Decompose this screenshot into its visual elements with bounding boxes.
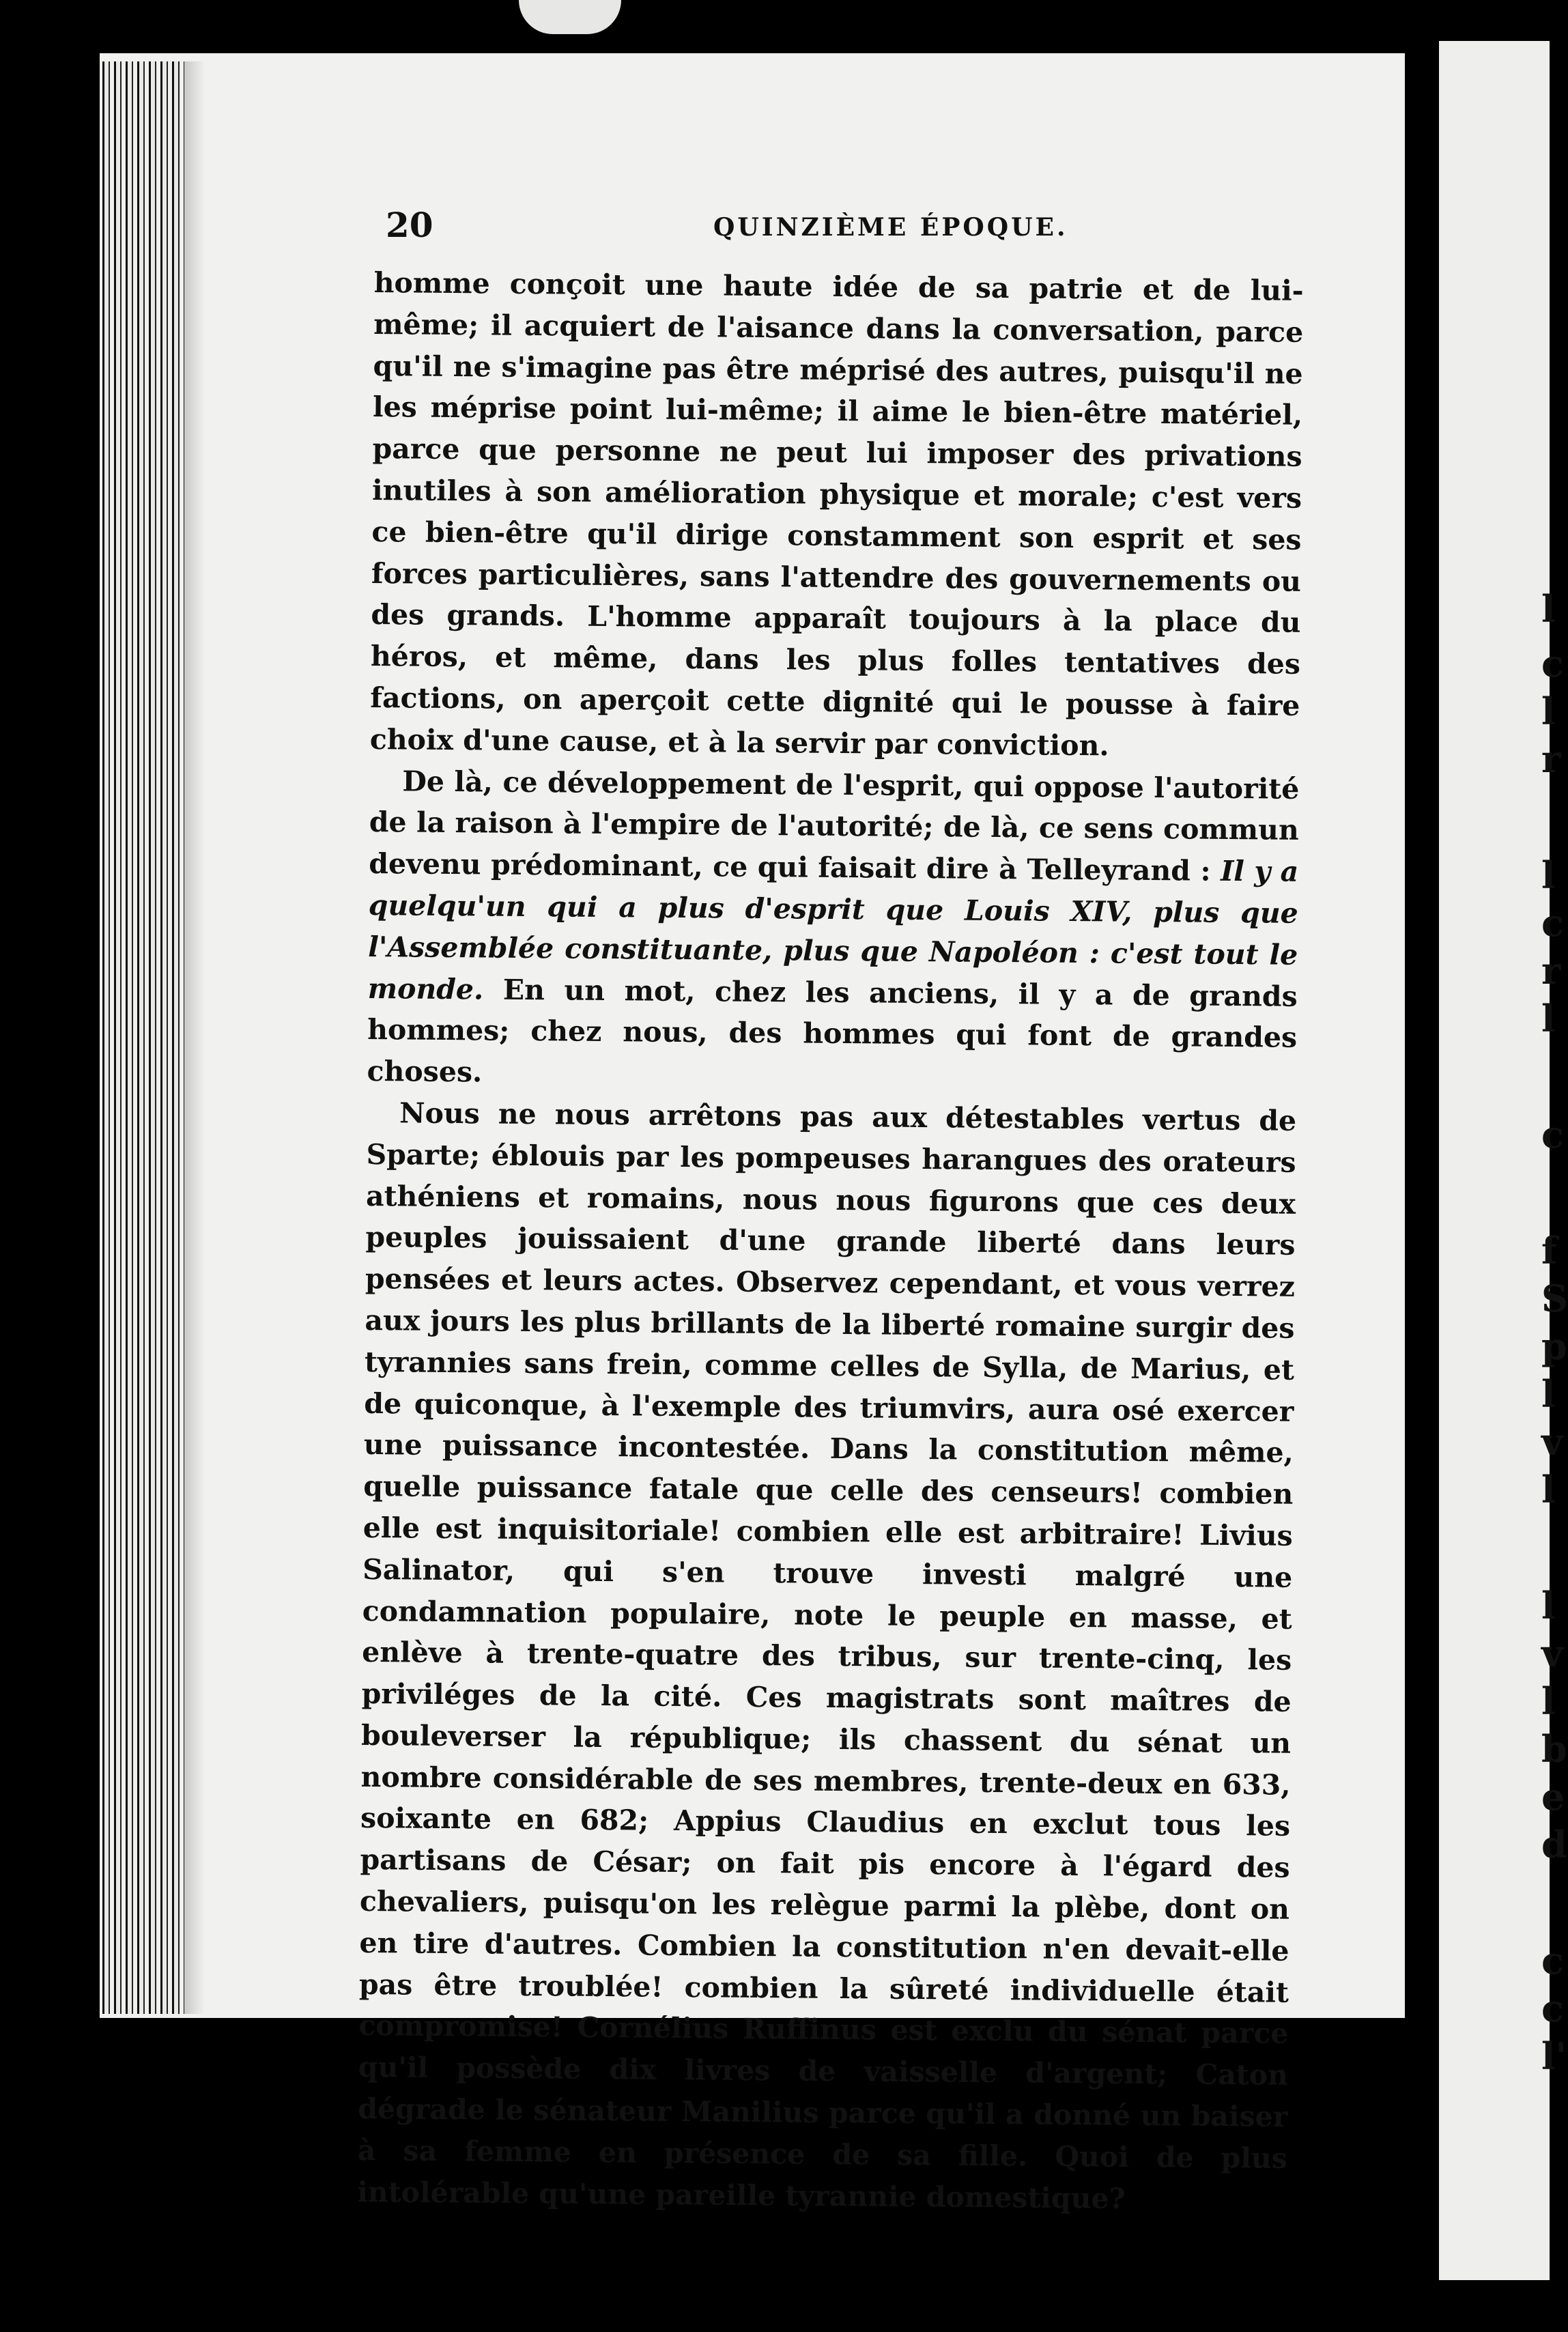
- facing-page-letter: c: [1541, 1939, 1564, 1982]
- italic-quote: Il y a quelqu'un qui a plus d'esprit que Louis XIV, plus que l'Assemblée constituante, plus que Napoléon : c'est tout le monde.: [367, 855, 1299, 1006]
- gutter-shadow: [184, 61, 205, 2014]
- scan-border: [1405, 0, 1439, 2332]
- facing-page-letter: S: [1541, 1277, 1568, 1320]
- page-number: 20: [386, 205, 433, 245]
- facing-page-letter: c: [1541, 1987, 1564, 2030]
- facing-page-fragment: [1439, 41, 1568, 2280]
- page-edges: [102, 61, 184, 2014]
- scan-blot: [519, 0, 621, 34]
- running-title: QUINZIÈME ÉPOQUE.: [713, 213, 1068, 242]
- facing-page-letter: c: [1541, 1113, 1564, 1156]
- running-header: [386, 205, 1307, 246]
- paragraph: [370, 262, 1304, 768]
- facing-page-letter: c: [1541, 642, 1564, 685]
- facing-page-letter: r: [1541, 949, 1561, 993]
- facing-page-letter: r: [1541, 737, 1561, 781]
- facing-page-letter: l: [1541, 1372, 1556, 1416]
- facing-page-letter: l: [1541, 997, 1556, 1040]
- paragraph: [367, 760, 1299, 1100]
- paragraph: [357, 1092, 1296, 2221]
- text-segment: De là, ce développement de l'esprit, qui oppose l'autorité de la raison à l'empire de l'autorité; de là, ce sens commun devenu prédominant, ce qui faisait dire à Telleyrand :: [369, 764, 1300, 888]
- facing-page-letter: f: [1541, 1229, 1558, 1272]
- facing-page-letter: l: [1541, 1584, 1556, 1627]
- facing-page-letter: v: [1541, 1420, 1563, 1464]
- facing-page-letter: l: [1541, 587, 1556, 631]
- facing-page-letter: d: [1541, 1823, 1567, 1866]
- facing-page-letter: l: [1541, 689, 1556, 733]
- text-segment: Nous ne nous arrêtons pas aux détestables vertus de Sparte; éblouis par les pompeuses harangues des orateurs athéniens et romains, nous nous figurons que ces deux peuples jouissaient d'une grande liberté dans leurs pensées et leurs actes. Observez cependant, et vous verrez aux jours les plus brillants de la liberté romaine surgir des tyrannies sans frein, comme celles de Sylla, de Marius, et de quiconque, à l'exemple des triumvirs, aura osé exercer une puissance incontestée. Dans la constitution même, quelle puissance fatale que celle des censeurs! combien elle est inquisitoriale! combien elle est arbitraire! Livius Salinator, qui s'en trouve investi malgré une condamnation populaire, note le peuple en masse, et enlève à trente-quatre des tribus, sur trente-cinq, les priviléges de la cité. Ces magistrats sont maîtres de bouleverser la république; ils chassent du sénat un nombre considérable de ses membres, trente-deux en 633, soixante en 682; Appius Claudius en exclut tous les partisans de César; on fait pis encore à l'égard des chevaliers, puisqu'on les relègue parmi la plèbe, dont on en tire d'autres. Combien la constitution n'en devait-elle pas être troublée! combien la sûreté individuelle était compromise! Cornélius Ruffinus est exclu du sénat parce qu'il possède dix livres de vaisselle d'argent; Caton dégrade le sénateur Manilius parce qu'il a donné un baiser à sa femme en présence de sa fille. Quoi de plus intolérable qu'une pareille tyrannie domestique?: [357, 1096, 1297, 2215]
- facing-page-letter: b: [1541, 1727, 1567, 1771]
- facing-page-letter: l': [1541, 2034, 1567, 2078]
- facing-page-letter: l: [1541, 1679, 1556, 1723]
- text-segment: homme conçoit une haute idée de sa patrie et de lui-même; il acquiert de l'aisance dans la conversation, parce qu'il ne s'imagine pas être méprisé des autres, puisqu'il ne les méprise point lui-même; il aime le bien-être matériel, parce que personne ne peut lui imposer des privations inutiles à son amélioration physique et morale; c'est vers ce bien-être qu'il dirige constamment son esprit et ses forces particulières, sans l'attendre des gouvernements ou des grands. L'homme apparaît toujours à la place du héros, et même, dans les plus folles tentatives des factions, on aperçoit cette dignité qui le pousse à faire choix d'une cause, et à la servir par conviction.: [369, 266, 1304, 763]
- facing-page-letter: l: [1541, 853, 1556, 897]
- facing-page-letter: v: [1541, 1632, 1563, 1675]
- facing-page-letter: p: [1541, 1324, 1567, 1368]
- body-text: [357, 262, 1304, 2221]
- text-segment: En un mot, chez les anciens, il y a de grands hommes; chez nous, des hommes qui font de grandes choses.: [367, 972, 1298, 1089]
- facing-page-letter: l: [1541, 1468, 1556, 1511]
- facing-page-letter: e: [1541, 1775, 1565, 1819]
- facing-page-letter: c: [1541, 901, 1564, 945]
